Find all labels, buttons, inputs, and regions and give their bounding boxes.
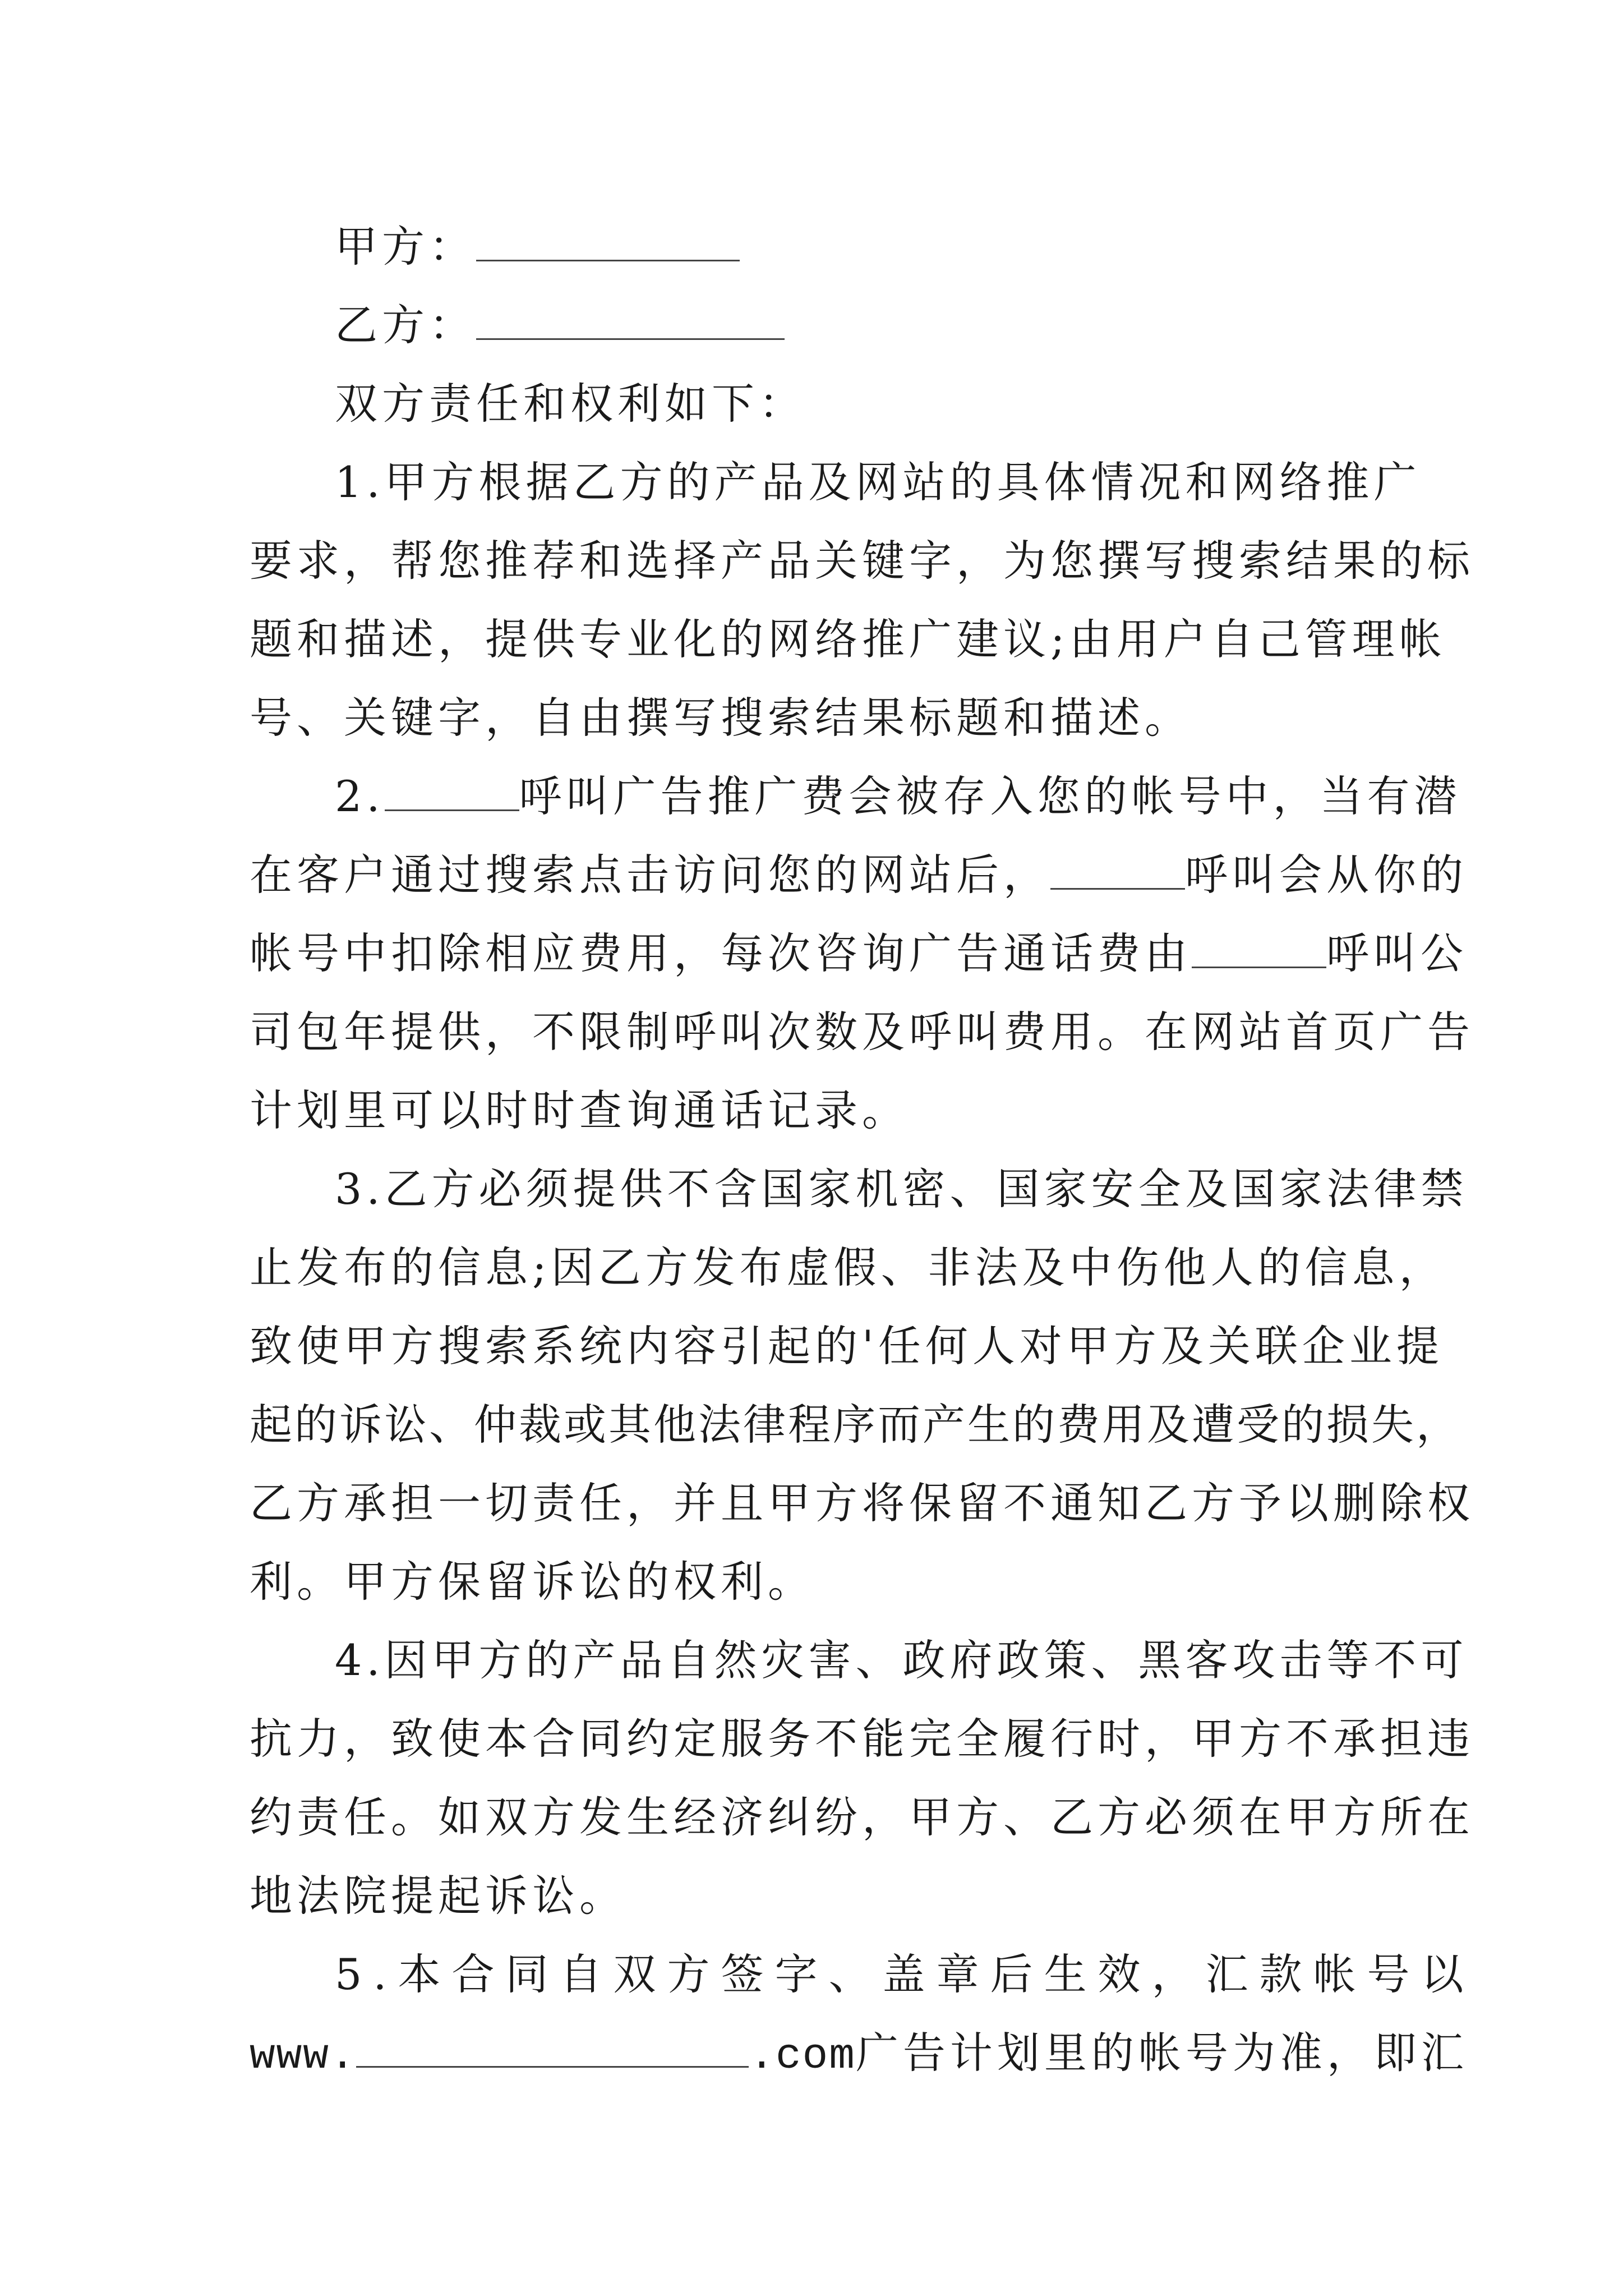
clause-5-line: 5.本合同自双方签字、盖章后生效，汇款帐号以	[335, 1949, 1475, 1999]
party-a-label: 甲方：	[335, 222, 476, 272]
contract-body	[250, 208, 1475, 2092]
clause-1-line: 题和描述，提供专业化的网络推广建议;由用户自己管理帐	[250, 614, 1446, 664]
clause-1-line: 要求，帮您推荐和选择产品关键字，为您撰写搜索结果的标	[250, 536, 1474, 586]
clause-2-line	[250, 836, 1468, 914]
clause-3-line: 利。甲方保留诉讼的权利。	[250, 1557, 815, 1607]
clause-4-line: 4.因甲方的产品自然灾害、政府政策、黑客攻击等不可	[335, 1635, 1468, 1685]
clause-5-line	[250, 2014, 1468, 2092]
clause-2-text: 呼叫会从你的	[1185, 850, 1468, 900]
clause-2-line: 计划里可以时时查询通话记录。	[250, 1085, 909, 1135]
clause-3-line: 乙方承担一切责任，并且甲方将保留不通知乙方予以删除权	[250, 1478, 1474, 1528]
company-blank	[385, 775, 519, 811]
clause-2-line	[250, 757, 1461, 836]
clause-1-line: 号、关键字，自由撰写搜索结果标题和描述。	[250, 693, 1192, 743]
clause-2-text: 呼叫公	[1326, 928, 1468, 978]
clause-2-line	[250, 914, 1468, 993]
clause-2-text: 在客户通过搜索点击访问您的网站后，	[250, 850, 1050, 900]
clause-4-line: 地法院提起诉讼。	[250, 1871, 626, 1921]
company-blank	[1192, 932, 1326, 968]
clause-4-line: 抗力，致使本合同约定服务不能完全履行时，甲方不承担违	[250, 1714, 1474, 1764]
clause-2-line: 司包年提供，不限制呼叫次数及呼叫费用。在网站首页广告	[250, 1007, 1474, 1057]
clause-4-line: 约责任。如双方发生经济纠纷，甲方、乙方必须在甲方所在	[250, 1792, 1474, 1842]
clause-3-line: 致使甲方搜索系统内容引起的'任何人对甲方及关联企业提	[250, 1321, 1444, 1371]
company-blank	[1050, 853, 1185, 890]
clause-2-text: 呼叫广告推广费会被存入您的帐号中，当有潜	[519, 771, 1461, 821]
url-suffix: .com	[749, 2032, 856, 2081]
clause-3-line: 止发布的信息;因乙方发布虚假、非法及中伤他人的信息，	[250, 1243, 1446, 1292]
clause-1-line: 1.甲方根据乙方的产品及网站的具体情况和网络推广	[335, 457, 1421, 507]
party-b-line	[250, 286, 1388, 365]
party-a-line	[250, 208, 1388, 286]
url-prefix: www.	[250, 2032, 357, 2081]
url-blank	[356, 2031, 749, 2068]
clause-2-number: 2.	[335, 771, 385, 821]
clause-3-line: 起的诉讼、仲裁或其他法律程序而产生的费用及遭受的损失，	[250, 1400, 1461, 1450]
intro-line: 双方责任和权利如下：	[335, 379, 806, 429]
clause-5-text: 广告计划里的帐号为准，即汇	[855, 2028, 1468, 2078]
clause-2-text: 帐号中扣除相应费用，每次咨询广告通话费由	[250, 928, 1192, 978]
party-b-blank	[476, 303, 785, 340]
party-b-label: 乙方：	[335, 300, 476, 350]
party-a-blank	[476, 225, 740, 261]
clause-3-line: 3.乙方必须提供不含国家机密、国家安全及国家法律禁	[335, 1164, 1468, 1214]
